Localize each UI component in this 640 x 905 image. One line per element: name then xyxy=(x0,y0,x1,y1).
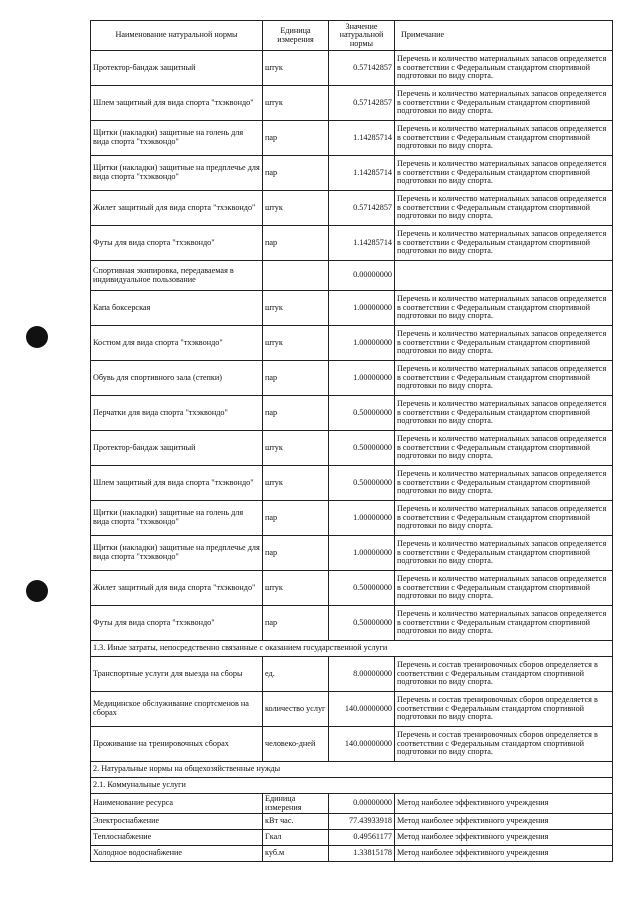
row-unit: куб.м xyxy=(263,846,329,862)
row-value: 0.00000000 xyxy=(329,794,395,814)
row-value: 0.50000000 xyxy=(329,571,395,606)
row-unit: Единица измерения xyxy=(263,794,329,814)
row-name: Жилет защитный для вида спорта "тхэквондо" xyxy=(91,191,263,226)
row-name: Холодное водоснабжение xyxy=(91,846,263,862)
row-note: Перечень и количество материальных запасов определяется в соответствии с Федеральным стандартом спортивной подготовки по виду спорта. xyxy=(395,156,613,191)
row-value: 0.50000000 xyxy=(329,606,395,641)
table-row xyxy=(91,657,613,692)
row-note: Перечень и состав тренировочных сборов определяется в соответствии с Федеральным стандартом спортивной подготовки по виду спорта. xyxy=(395,692,613,727)
header-note: Примечание xyxy=(395,21,613,51)
row-unit: пар xyxy=(263,226,329,261)
header-unit: Единица измерения xyxy=(263,21,329,51)
table-row xyxy=(91,536,613,571)
row-unit: штук xyxy=(263,466,329,501)
row-note: Перечень и количество материальных запасов определяется в соответствии с Федеральным стандартом спортивной подготовки по виду спорта. xyxy=(395,501,613,536)
table-header xyxy=(91,21,613,51)
table-row xyxy=(91,156,613,191)
row-name: Электроснабжение xyxy=(91,814,263,830)
table-row xyxy=(91,501,613,536)
row-name: Щитки (накладки) защитные на голень для вида спорта "тхэквондо" xyxy=(91,121,263,156)
row-note: Метод наиболее эффективного учреждения xyxy=(395,830,613,846)
row-unit: штук xyxy=(263,291,329,326)
row-value: 0.50000000 xyxy=(329,396,395,431)
table-row xyxy=(91,830,613,846)
section-13-title: 1.3. Иные затраты, непосредственно связанные с оказанием государственной услуги xyxy=(91,641,613,657)
row-note: Перечень и количество материальных запасов определяется в соответствии с Федеральным стандартом спортивной подготовки по виду спорта. xyxy=(395,396,613,431)
punch-hole-top xyxy=(26,326,48,348)
row-name: Медицинское обслуживание спортсменов на сборах xyxy=(91,692,263,727)
row-note: Перечень и количество материальных запасов определяется в соответствии с Федеральным стандартом спортивной подготовки по виду спорта. xyxy=(395,226,613,261)
row-unit: кВт час. xyxy=(263,814,329,830)
table-row xyxy=(91,226,613,261)
table-row xyxy=(91,121,613,156)
row-value: 1.14285714 xyxy=(329,156,395,191)
row-note: Метод наиболее эффективного учреждения xyxy=(395,846,613,862)
row-unit: ед. xyxy=(263,657,329,692)
row-note: Перечень и количество материальных запасов определяется в соответствии с Федеральным стандартом спортивной подготовки по виду спорта. xyxy=(395,466,613,501)
table-row xyxy=(91,291,613,326)
row-note: Перечень и количество материальных запасов определяется в соответствии с Федеральным стандартом спортивной подготовки по виду спорта. xyxy=(395,121,613,156)
main-rows xyxy=(91,51,613,641)
row-value: 8.00000000 xyxy=(329,657,395,692)
row-note: Перечень и состав тренировочных сборов определяется в соответствии с Федеральным стандартом спортивной подготовки по виду спорта. xyxy=(395,657,613,692)
row-unit xyxy=(263,261,329,291)
row-value: 77.43933918 xyxy=(329,814,395,830)
table-row xyxy=(91,571,613,606)
row-name: Транспортные услуги для выезда на сборы xyxy=(91,657,263,692)
section-2-title: 2. Натуральные нормы на общехозяйственные нужды xyxy=(91,762,613,778)
row-name: Теплоснабжение xyxy=(91,830,263,846)
row-unit: Гкал xyxy=(263,830,329,846)
table-row xyxy=(91,326,613,361)
row-value: 140.00000000 xyxy=(329,727,395,762)
row-unit: пар xyxy=(263,156,329,191)
row-note: Перечень и количество материальных запасов определяется в соответствии с Федеральным стандартом спортивной подготовки по виду спорта. xyxy=(395,571,613,606)
row-name: Жилет защитный для вида спорта "тхэквондо" xyxy=(91,571,263,606)
row-unit: пар xyxy=(263,501,329,536)
row-note: Метод наиболее эффективного учреждения xyxy=(395,814,613,830)
norms-table xyxy=(90,20,613,862)
row-note: Перечень и количество материальных запасов определяется в соответствии с Федеральным стандартом спортивной подготовки по виду спорта. xyxy=(395,361,613,396)
row-name: Щитки (накладки) защитные на предплечье для вида спорта "тхэквондо" xyxy=(91,536,263,571)
row-unit: пар xyxy=(263,361,329,396)
row-unit: штук xyxy=(263,326,329,361)
row-note: Перечень и количество материальных запасов определяется в соответствии с Федеральным стандартом спортивной подготовки по виду спорта. xyxy=(395,606,613,641)
row-value: 1.14285714 xyxy=(329,121,395,156)
row-unit: пар xyxy=(263,396,329,431)
row-value: 1.00000000 xyxy=(329,326,395,361)
row-value: 1.14285714 xyxy=(329,226,395,261)
row-note: Перечень и количество материальных запасов определяется в соответствии с Федеральным стандартом спортивной подготовки по виду спорта. xyxy=(395,191,613,226)
row-name: Проживание на тренировочных сборах xyxy=(91,727,263,762)
row-name: Протектор-бандаж защитный xyxy=(91,51,263,86)
row-unit: количество услуг xyxy=(263,692,329,727)
table-row xyxy=(91,361,613,396)
row-note: Перечень и количество материальных запасов определяется в соответствии с Федеральным стандартом спортивной подготовки по виду спорта. xyxy=(395,51,613,86)
table-row xyxy=(91,814,613,830)
row-name: Обувь для спортивного зала (степки) xyxy=(91,361,263,396)
row-name: Костюм для вида спорта "тхэквондо" xyxy=(91,326,263,361)
row-value: 0.57142857 xyxy=(329,191,395,226)
row-note: Перечень и количество материальных запасов определяется в соответствии с Федеральным стандартом спортивной подготовки по виду спорта. xyxy=(395,291,613,326)
header-value: Значение натуральной нормы xyxy=(329,21,395,51)
header-name: Наименование натуральной нормы xyxy=(91,21,263,51)
table-row xyxy=(91,396,613,431)
row-note: Перечень и количество материальных запасов определяется в соответствии с Федеральным стандартом спортивной подготовки по виду спорта. xyxy=(395,326,613,361)
section-row xyxy=(91,762,613,778)
row-unit: пар xyxy=(263,536,329,571)
row-unit: штук xyxy=(263,51,329,86)
row-note: Метод наиболее эффективного учреждения xyxy=(395,794,613,814)
table-row xyxy=(91,692,613,727)
row-value: 1.00000000 xyxy=(329,361,395,396)
row-note: Перечень и количество материальных запасов определяется в соответствии с Федеральным стандартом спортивной подготовки по виду спорта. xyxy=(395,86,613,121)
row-name: Шлем защитный для вида спорта "тхэквондо" xyxy=(91,86,263,121)
table-row xyxy=(91,261,613,291)
table-row xyxy=(91,846,613,862)
section-row xyxy=(91,641,613,657)
row-value: 140.00000000 xyxy=(329,692,395,727)
row-name: Шлем защитный для вида спорта "тхэквондо" xyxy=(91,466,263,501)
row-name: Спортивная экипировка, передаваемая в индивидуальное пользование xyxy=(91,261,263,291)
row-value: 0.00000000 xyxy=(329,261,395,291)
row-value: 0.50000000 xyxy=(329,466,395,501)
row-note: Перечень и состав тренировочных сборов определяется в соответствии с Федеральным стандартом спортивной подготовки по виду спорта. xyxy=(395,727,613,762)
table-row xyxy=(91,51,613,86)
row-value: 1.00000000 xyxy=(329,291,395,326)
row-unit: пар xyxy=(263,606,329,641)
row-note: Перечень и количество материальных запасов определяется в соответствии с Федеральным стандартом спортивной подготовки по виду спорта. xyxy=(395,431,613,466)
row-value: 0.50000000 xyxy=(329,431,395,466)
section-21-title: 2.1. Коммунальные услуги xyxy=(91,778,613,794)
row-value: 1.00000000 xyxy=(329,501,395,536)
row-name: Наименование ресурса xyxy=(91,794,263,814)
table-row xyxy=(91,191,613,226)
row-unit: пар xyxy=(263,121,329,156)
rows-13 xyxy=(91,657,613,762)
row-name: Щитки (накладки) защитные на предплечье для вида спорта "тхэквондо" xyxy=(91,156,263,191)
table-row xyxy=(91,794,613,814)
row-name: Щитки (накладки) защитные на голень для вида спорта "тхэквондо" xyxy=(91,501,263,536)
row-note xyxy=(395,261,613,291)
row-name: Перчатки для вида спорта "тхэквондо" xyxy=(91,396,263,431)
row-unit: штук xyxy=(263,431,329,466)
table-row xyxy=(91,606,613,641)
row-note: Перечень и количество материальных запасов определяется в соответствии с Федеральным стандартом спортивной подготовки по виду спорта. xyxy=(395,536,613,571)
row-value: 1.00000000 xyxy=(329,536,395,571)
row-value: 0.57142857 xyxy=(329,51,395,86)
punch-hole-bottom xyxy=(26,580,48,602)
row-value: 0.57142857 xyxy=(329,86,395,121)
row-value: 1.33815178 xyxy=(329,846,395,862)
row-unit: человеко-дней xyxy=(263,727,329,762)
row-unit: штук xyxy=(263,191,329,226)
table-row xyxy=(91,431,613,466)
row-name: Футы для вида спорта "тхэквондо" xyxy=(91,606,263,641)
row-value: 0.49561177 xyxy=(329,830,395,846)
table-row xyxy=(91,727,613,762)
table-row xyxy=(91,466,613,501)
row-unit: штук xyxy=(263,86,329,121)
section-row xyxy=(91,778,613,794)
rows-21 xyxy=(91,794,613,862)
row-name: Капа боксерская xyxy=(91,291,263,326)
row-unit: штук xyxy=(263,571,329,606)
row-name: Футы для вида спорта "тхэквондо" xyxy=(91,226,263,261)
table-row xyxy=(91,86,613,121)
row-name: Протектор-бандаж защитный xyxy=(91,431,263,466)
